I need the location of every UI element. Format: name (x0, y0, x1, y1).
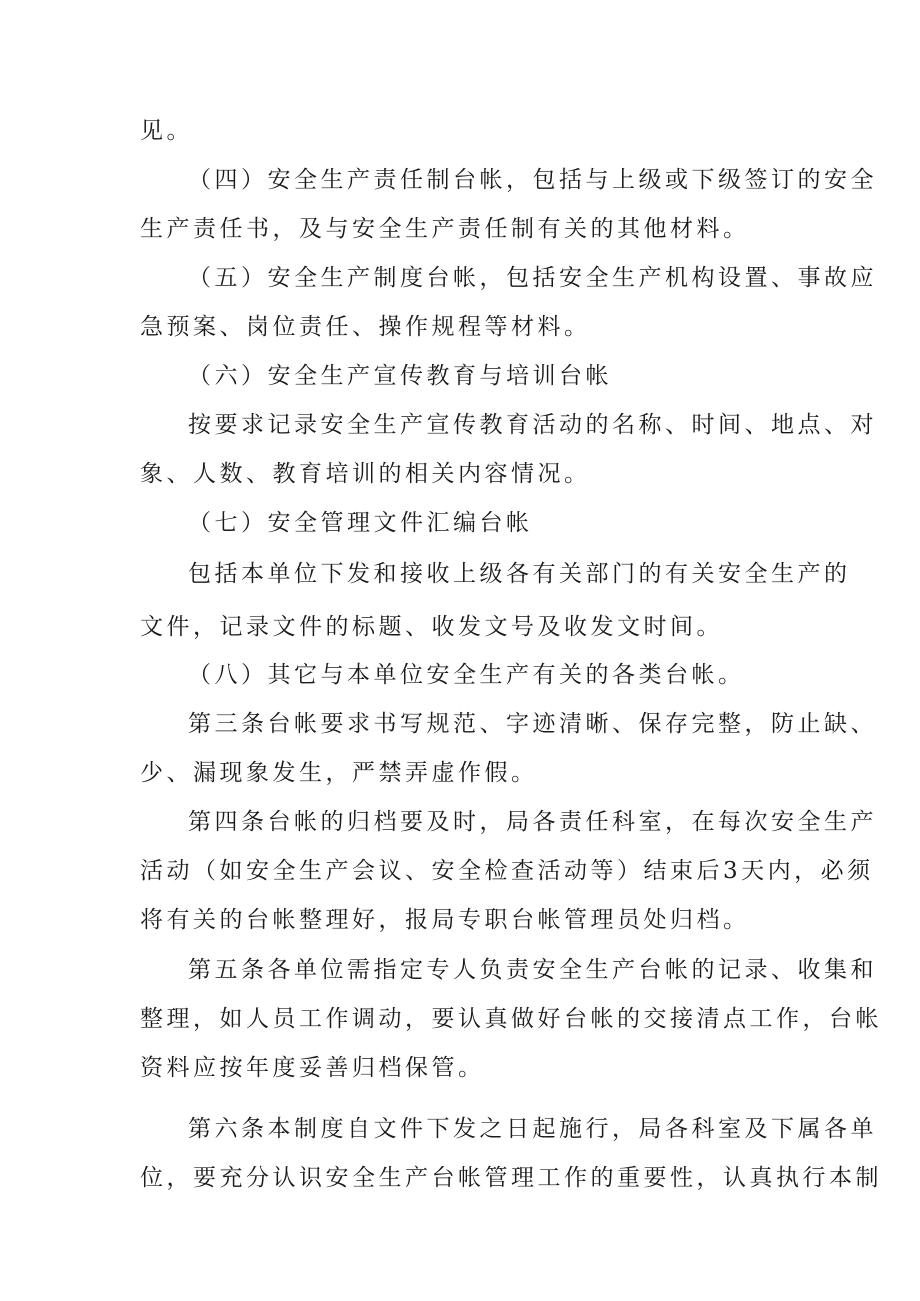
text-line: 包括本单位下发和接收上级各有关部门的有关安全生产的 (188, 561, 851, 587)
text-line: （六）安全生产宣传教育与培训台帐 (188, 363, 612, 389)
text-line: 第六条本制度自文件下发之日起施行，局各科室及下属各单 (188, 1116, 877, 1142)
text-line: 少、漏现象发生，严禁弄虚作假。 (140, 760, 538, 786)
text-line: 文件，记录文件的标题、收发文号及收发文时间。 (140, 614, 723, 640)
text-line: 将有关的台帐整理好，报局专职台帐管理员处归档。 (140, 907, 750, 933)
text-line: 活动（如安全生产会议、安全检查活动等）结束后3天内，必须 (140, 858, 874, 884)
text-line: 第三条台帐要求书写规范、字迹清晰、保存完整，防止缺、 (188, 711, 877, 737)
text-line: 见。 (140, 118, 193, 144)
text-line: 象、人数、教育培训的相关内容情况。 (140, 461, 591, 487)
text-line: （七）安全管理文件汇编台帐 (188, 510, 533, 536)
text-line: 第五条各单位需指定专人负责安全生产台帐的记录、收集和 (188, 957, 877, 983)
text-line: 生产责任书，及与安全生产责任制有关的其他材料。 (140, 216, 750, 242)
text-line: （四）安全生产责任制台帐，包括与上级或下级签订的安全 (188, 167, 877, 193)
text-line: 位，要充分认识安全生产台帐管理工作的重要性，认真执行本制 (140, 1165, 882, 1191)
text-line: 按要求记录安全生产宣传教育活动的名称、时间、地点、对 (188, 412, 877, 438)
text-line: 资料应按年度妥善归档保管。 (140, 1055, 485, 1081)
text-line: 第四条台帐的归档要及时，局各责任科室，在每次安全生产 (188, 809, 877, 835)
text-line: （五）安全生产制度台帐，包括安全生产机构设置、事故应 (188, 265, 877, 291)
text-line: 整理，如人员工作调动，要认真做好台帐的交接清点工作，台帐 (140, 1006, 882, 1032)
text-line: 急预案、岗位责任、操作规程等材料。 (140, 314, 591, 340)
text-line: （八）其它与本单位安全生产有关的各类台帐。 (188, 662, 745, 688)
